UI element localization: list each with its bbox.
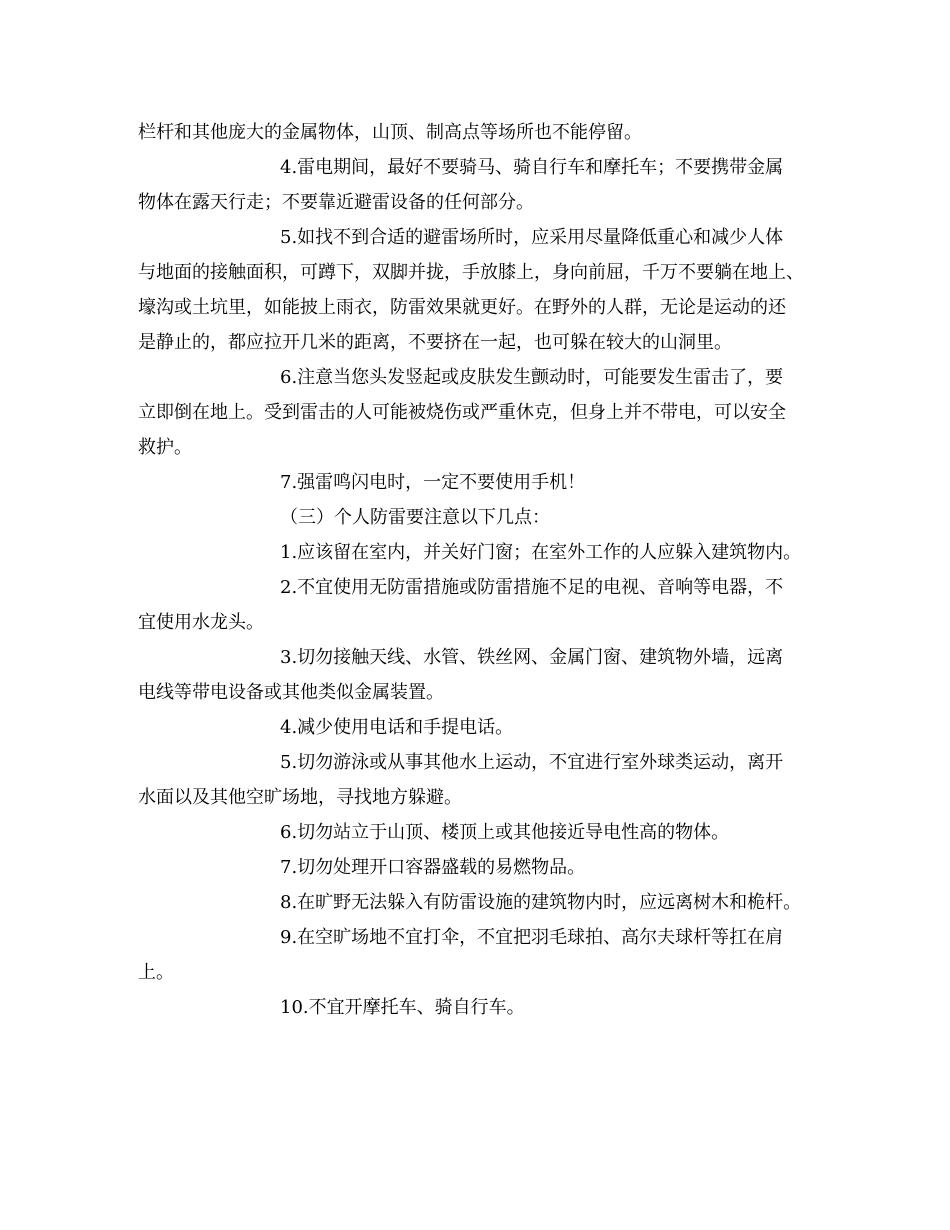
- paragraph-line: 与地面的接触面积，可蹲下，双脚并拢，手放膝上，身向前屈，千万不要躺在地上、: [138, 262, 804, 283]
- paragraph-line: 栏杆和其他庞大的金属物体，山顶、制高点等场所也不能停留。: [138, 122, 642, 143]
- paragraph-line: 立即倒在地上。受到雷击的人可能被烧伤或严重休克，但身上并不带电，可以安全: [138, 402, 786, 423]
- paragraph-line: 8.在旷野无法躲入有防雷设施的建筑物内时，应远离树木和桅杆。: [280, 892, 802, 913]
- paragraph-line: 上。: [138, 962, 174, 983]
- paragraph-line: 5.切勿游泳或从事其他水上运动，不宜进行室外球类运动，离开: [280, 752, 784, 773]
- paragraph-line: 1.应该留在室内，并关好门窗；在室外工作的人应躲入建筑物内。: [280, 542, 802, 563]
- document-body: [138, 115, 818, 1025]
- paragraph-line: 7.强雷鸣闪电时，一定不要使用手机！: [280, 472, 586, 493]
- paragraph-line: 电线等带电设备或其他类似金属装置。: [138, 682, 444, 703]
- paragraph-line: 10.不宜开摩托车、骑自行车。: [280, 997, 525, 1018]
- paragraph-line: 壕沟或土坑里，如能披上雨衣，防雷效果就更好。在野外的人群，无论是运动的还: [138, 297, 786, 318]
- section-heading: （三）个人防雷要注意以下几点：: [280, 507, 550, 528]
- paragraph-line: 5.如找不到合适的避雷场所时，应采用尽量降低重心和减少人体: [280, 227, 784, 248]
- paragraph-line: 2.不宜使用无防雷措施或防雷措施不足的电视、音响等电器，不: [280, 577, 784, 598]
- paragraph-line: 6.切勿站立于山顶、楼顶上或其他接近导电性高的物体。: [280, 822, 730, 843]
- paragraph-line: 救护。: [138, 437, 192, 458]
- paragraph-line: 是静止的，都应拉开几米的距离，不要挤在一起，也可躲在较大的山洞里。: [138, 332, 732, 353]
- paragraph-line: 宜使用水龙头。: [138, 612, 264, 633]
- paragraph-line: 6.注意当您头发竖起或皮肤发生颤动时，可能要发生雷击了，要: [280, 367, 784, 388]
- paragraph-line: 4.雷电期间，最好不要骑马、骑自行车和摩托车；不要携带金属: [280, 157, 784, 178]
- paragraph-line: 4.减少使用电话和手提电话。: [280, 717, 514, 738]
- paragraph-line: 3.切勿接触天线、水管、铁丝网、金属门窗、建筑物外墙，远离: [280, 647, 784, 668]
- paragraph-line: 7.切勿处理开口容器盛载的易燃物品。: [280, 857, 586, 878]
- paragraph-line: 水面以及其他空旷场地，寻找地方躲避。: [138, 787, 462, 808]
- paragraph-line: 9.在空旷场地不宜打伞，不宜把羽毛球拍、高尔夫球杆等扛在肩: [280, 927, 784, 948]
- paragraph-line: 物体在露天行走；不要靠近避雷设备的任何部分。: [138, 192, 534, 213]
